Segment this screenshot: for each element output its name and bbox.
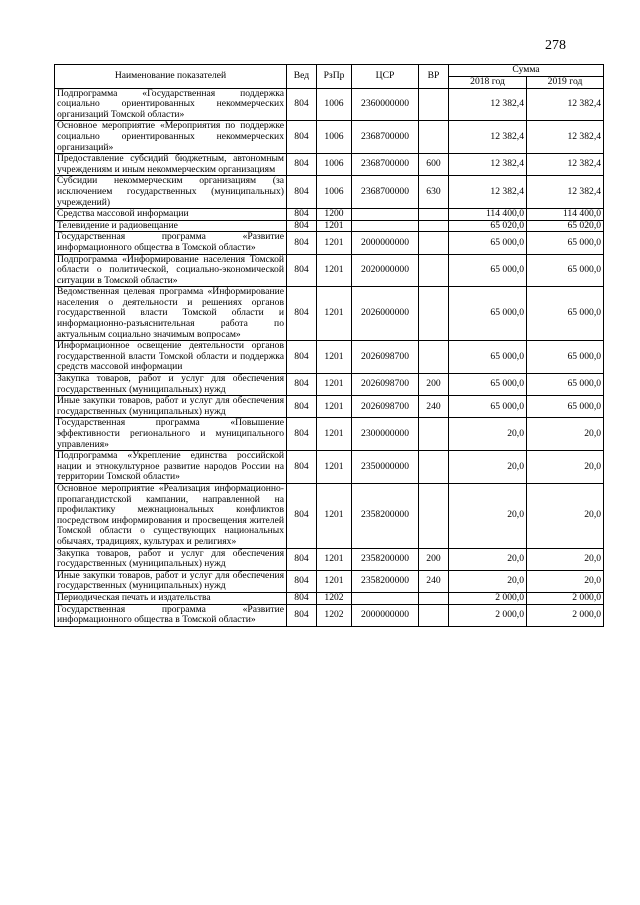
cell-rzpr: 1201 [317, 287, 352, 341]
cell-ved: 804 [287, 121, 317, 154]
header-csr: ЦСР [352, 65, 419, 89]
cell-ved: 804 [287, 396, 317, 418]
cell-2019: 2 000,0 [527, 604, 604, 626]
cell-rzpr: 1006 [317, 88, 352, 121]
cell-vr: 240 [419, 396, 449, 418]
cell-2019: 12 382,4 [527, 154, 604, 176]
table-row [55, 287, 604, 341]
cell-2019: 65 000,0 [527, 374, 604, 396]
header-vr: ВР [419, 65, 449, 89]
cell-2018: 12 382,4 [449, 154, 527, 176]
cell-csr: 2026098700 [352, 396, 419, 418]
table-body [55, 88, 604, 626]
cell-csr: 2358200000 [352, 570, 419, 592]
cell-csr: 2000000000 [352, 604, 419, 626]
cell-2018: 12 382,4 [449, 88, 527, 121]
cell-csr: 2026098700 [352, 341, 419, 374]
cell-name: Подпрограмма «Информирование населения Томской области о политической, социально-экономической ситуации в Томской области» [55, 254, 287, 287]
cell-name: Информационное освещение деятельности органов государственной власти Томской области и поддержка средств массовой информации [55, 341, 287, 374]
cell-rzpr: 1201 [317, 418, 352, 451]
cell-ved: 804 [287, 592, 317, 604]
cell-rzpr: 1201 [317, 374, 352, 396]
cell-2018: 20,0 [449, 483, 527, 548]
cell-vr [419, 209, 449, 221]
cell-2018: 65 000,0 [449, 341, 527, 374]
cell-ved: 804 [287, 254, 317, 287]
cell-vr [419, 287, 449, 341]
cell-ved: 804 [287, 154, 317, 176]
table-row [55, 176, 604, 209]
cell-2018: 20,0 [449, 570, 527, 592]
cell-rzpr: 1202 [317, 592, 352, 604]
cell-csr [352, 220, 419, 232]
cell-vr: 630 [419, 176, 449, 209]
cell-2019: 65 000,0 [527, 287, 604, 341]
cell-name: Телевидение и радиовещание [55, 220, 287, 232]
table-row [55, 220, 604, 232]
cell-2018: 2 000,0 [449, 604, 527, 626]
cell-csr: 2360000000 [352, 88, 419, 121]
cell-name: Предоставление субсидий бюджетным, автономным учреждениям и иным некоммерческим организациям [55, 154, 287, 176]
cell-2019: 65 020,0 [527, 220, 604, 232]
cell-rzpr: 1201 [317, 451, 352, 484]
table-row [55, 154, 604, 176]
cell-name: Периодическая печать и издательства [55, 592, 287, 604]
cell-rzpr: 1202 [317, 604, 352, 626]
cell-rzpr: 1006 [317, 121, 352, 154]
cell-2019: 20,0 [527, 483, 604, 548]
cell-name: Закупка товаров, работ и услуг для обеспечения государственных (муниципальных) нужд [55, 374, 287, 396]
cell-2019: 20,0 [527, 418, 604, 451]
cell-vr [419, 483, 449, 548]
cell-csr [352, 592, 419, 604]
cell-ved: 804 [287, 287, 317, 341]
header-name: Наименование показателей [55, 65, 287, 89]
cell-csr: 2020000000 [352, 254, 419, 287]
cell-ved: 804 [287, 418, 317, 451]
cell-2019: 65 000,0 [527, 396, 604, 418]
cell-vr [419, 418, 449, 451]
cell-vr [419, 604, 449, 626]
table-row [55, 254, 604, 287]
table-row [55, 341, 604, 374]
header-rzpr: РзПр [317, 65, 352, 89]
cell-ved: 804 [287, 176, 317, 209]
table-row [55, 548, 604, 570]
cell-ved: 804 [287, 232, 317, 254]
cell-2019: 20,0 [527, 570, 604, 592]
cell-2019: 12 382,4 [527, 88, 604, 121]
cell-csr: 2368700000 [352, 154, 419, 176]
table-row [55, 451, 604, 484]
cell-ved: 804 [287, 374, 317, 396]
cell-vr [419, 451, 449, 484]
cell-name: Иные закупки товаров, работ и услуг для обеспечения государственных (муниципальных) нужд [55, 570, 287, 592]
cell-2019: 20,0 [527, 548, 604, 570]
cell-name: Иные закупки товаров, работ и услуг для обеспечения государственных (муниципальных) нужд [55, 396, 287, 418]
table-row [55, 232, 604, 254]
cell-rzpr: 1201 [317, 254, 352, 287]
cell-rzpr: 1006 [317, 154, 352, 176]
cell-rzpr: 1200 [317, 209, 352, 221]
cell-name: Основное мероприятие «Реализация информационно-пропагандистской кампании, направленной на профилактику межнациональных конфликтов посредством информирования и просвещения жителей Томской области о существующих национальных обычаях, традициях, культурах и религиях» [55, 483, 287, 548]
cell-name: Государственная программа «Развитие информационного общества в Томской области» [55, 604, 287, 626]
table-row [55, 88, 604, 121]
cell-2019: 114 400,0 [527, 209, 604, 221]
table-row [55, 483, 604, 548]
cell-name: Подпрограмма «Государственная поддержка социально ориентированных некоммерческих организаций Томской области» [55, 88, 287, 121]
cell-csr: 2026000000 [352, 287, 419, 341]
cell-2019: 12 382,4 [527, 121, 604, 154]
cell-vr: 200 [419, 374, 449, 396]
cell-vr [419, 88, 449, 121]
cell-csr: 2026098700 [352, 374, 419, 396]
cell-vr: 200 [419, 548, 449, 570]
cell-2018: 65 000,0 [449, 396, 527, 418]
cell-csr: 2368700000 [352, 121, 419, 154]
cell-2019: 65 000,0 [527, 232, 604, 254]
header-ved: Вед [287, 65, 317, 89]
cell-name: Закупка товаров, работ и услуг для обеспечения государственных (муниципальных) нужд [55, 548, 287, 570]
header-sum: Сумма [449, 65, 604, 77]
cell-rzpr: 1201 [317, 232, 352, 254]
cell-vr [419, 592, 449, 604]
cell-2018: 65 000,0 [449, 287, 527, 341]
table-row [55, 396, 604, 418]
cell-csr: 2300000000 [352, 418, 419, 451]
cell-2018: 65 020,0 [449, 220, 527, 232]
cell-2018: 12 382,4 [449, 121, 527, 154]
cell-ved: 804 [287, 220, 317, 232]
cell-name: Государственная программа «Развитие информационного общества в Томской области» [55, 232, 287, 254]
cell-rzpr: 1006 [317, 176, 352, 209]
cell-ved: 804 [287, 88, 317, 121]
cell-name: Подпрограмма «Укрепление единства российской нации и этнокультурное развитие народов России на территории Томской области» [55, 451, 287, 484]
cell-rzpr: 1201 [317, 220, 352, 232]
cell-csr: 2358200000 [352, 483, 419, 548]
cell-vr: 240 [419, 570, 449, 592]
cell-2018: 114 400,0 [449, 209, 527, 221]
cell-2019: 12 382,4 [527, 176, 604, 209]
cell-ved: 804 [287, 451, 317, 484]
table-row [55, 374, 604, 396]
cell-name: Основное мероприятие «Мероприятия по поддержке социально ориентированных некоммерческих организаций» [55, 121, 287, 154]
cell-ved: 804 [287, 570, 317, 592]
cell-2018: 20,0 [449, 451, 527, 484]
cell-rzpr: 1201 [317, 341, 352, 374]
cell-ved: 804 [287, 209, 317, 221]
cell-name: Государственная программа «Повышение эффективности регионального и муниципального управления» [55, 418, 287, 451]
cell-2018: 20,0 [449, 418, 527, 451]
cell-name: Средства массовой информации [55, 209, 287, 221]
table-row [55, 209, 604, 221]
cell-vr [419, 254, 449, 287]
table-row [55, 418, 604, 451]
cell-vr [419, 220, 449, 232]
table-row [55, 604, 604, 626]
cell-csr [352, 209, 419, 221]
cell-2019: 2 000,0 [527, 592, 604, 604]
cell-rzpr: 1201 [317, 548, 352, 570]
cell-ved: 804 [287, 548, 317, 570]
cell-2018: 65 000,0 [449, 232, 527, 254]
cell-rzpr: 1201 [317, 570, 352, 592]
cell-vr: 600 [419, 154, 449, 176]
cell-csr: 2000000000 [352, 232, 419, 254]
cell-csr: 2368700000 [352, 176, 419, 209]
cell-2018: 2 000,0 [449, 592, 527, 604]
cell-rzpr: 1201 [317, 396, 352, 418]
table-row [55, 121, 604, 154]
cell-vr [419, 232, 449, 254]
page-number: 278 [545, 38, 566, 53]
header-year-2019: 2019 год [527, 77, 604, 89]
cell-2018: 12 382,4 [449, 176, 527, 209]
cell-2018: 65 000,0 [449, 374, 527, 396]
budget-table [54, 64, 604, 627]
table-row [55, 570, 604, 592]
cell-ved: 804 [287, 604, 317, 626]
cell-2019: 20,0 [527, 451, 604, 484]
table-header [55, 65, 604, 89]
cell-csr: 2358200000 [352, 548, 419, 570]
header-year-2018: 2018 год [449, 77, 527, 89]
table-row [55, 592, 604, 604]
cell-2018: 20,0 [449, 548, 527, 570]
cell-2019: 65 000,0 [527, 341, 604, 374]
cell-vr [419, 121, 449, 154]
cell-name: Ведомственная целевая программа «Информирование населения о деятельности и решениях органов государственной власти Томской области и информационно-разъяснительная работа по актуальным социально значимым вопросам» [55, 287, 287, 341]
cell-vr [419, 341, 449, 374]
cell-csr: 2350000000 [352, 451, 419, 484]
cell-rzpr: 1201 [317, 483, 352, 548]
cell-2018: 65 000,0 [449, 254, 527, 287]
cell-ved: 804 [287, 341, 317, 374]
cell-2019: 65 000,0 [527, 254, 604, 287]
cell-name: Субсидии некоммерческим организациям (за исключением государственных (муниципальных) учреждений) [55, 176, 287, 209]
cell-ved: 804 [287, 483, 317, 548]
